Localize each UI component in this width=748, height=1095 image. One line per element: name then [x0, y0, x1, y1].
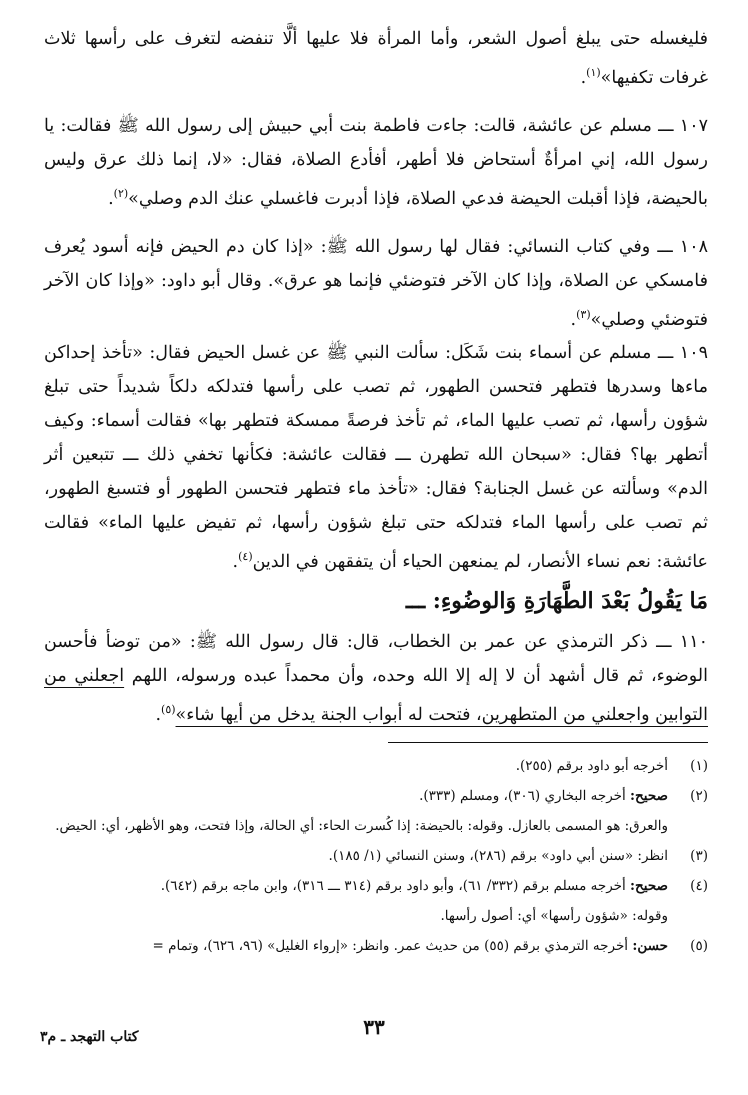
hadith-108: ١٠٨ ـــ وفي كتاب النسائي: فقال لها رسول الله ﷺ: «إذا كان دم الحيض فإنه أسود يُعرف فامسكي عن الصلاة، وإذا كان الآخر فتوضئي فإنما هو عرق». وقال أبو داود: «وإذا كان الآخر فتوضئي وصلي»$^{(٣)}$.: [44, 236, 708, 330]
footnote-ref-2: (٢): [113, 186, 129, 200]
footnote-ref-4: (٤): [238, 550, 253, 564]
page-number: ٣٣: [363, 1015, 385, 1039]
footnote-ref-5: (٥): [161, 703, 176, 717]
footnote-ref-3: (٣): [576, 307, 591, 321]
footnote-5: (٥) حسن: أخرجه الترمذي برقم (٥٥) من حديث عمر. وانظر: «إرواء الغليل» (٩٦، ٦٢٦)، وتمام =: [152, 938, 708, 955]
footnote-divider: [388, 742, 708, 743]
footnote-ref-1: (١): [586, 66, 601, 79]
footnote-3: (٣) انظر: «سنن أبي داود» برقم (٢٨٦)، وسنن النسائي (١/ ١٨٥).: [328, 848, 708, 865]
page-footer: [40, 1015, 708, 1055]
hadith-110: ١١٠ ـــ ذكر الترمذي عن عمر بن الخطاب، قال: قال رسول الله ﷺ: «من توضأ فأحسن الوضوء، ثم قال أشهد أن لا إله إلا الله وحده، وأن محمداً عبده ورسوله، اللهم اجعلني من التوابين واجعلني من المتطهرين، فتحت له أبواب الجنة يدخل من أيها شاء»$^{(٥)}$.: [44, 632, 708, 726]
book-signature: كتاب التهجد ـ م٣: [40, 1029, 139, 1045]
page-body: [44, 22, 708, 961]
section-title: مَا يَقُولُ بَعْدَ الطَّهَارَةِ وَالوضُوءِ: ـــ: [405, 588, 708, 615]
footnote-4: (٤) صحيح: أخرجه مسلم برقم (٣٣٢/ ٦١)، وأبو داود برقم (٣١٤ ـــ ٣١٦)، وابن ماجه برقم (٦٤٢).: [160, 878, 708, 895]
hadith-109: ١٠٩ ـــ مسلم عن أسماء بنت شَكَل: سألت النبي ﷺ عن غسل الحيض فقال: «تأخذ إحداكن ماءها وسدرها فتطهر فتحسن الطهور، ثم تصب على رأسها فتدلكه دلكاً شديداً حتى تبلغ شؤون رأسها، ثم تصب عليها الماء، ثم تأخذ فرصةً ممسكة فتطهر بها» فقالت أسماء: وكيف أتطهر بها؟ فقال: «سبحان الله تطهرن ـــ فقالت عائشة: فكأنها تخفي ذلك ـــ تتبعين أثر الدم» وسألته عن غسل الجنابة؟ فقال: «تأخذ ماء فتطهر فتحسن الطهور أو فتسبغ الطهور، ثم تصب على رأسها الماء فتدلكه حتى تبلغ شؤون رأسها، ثم تفيض عليها الماء» فقالت عائشة: نعم نساء الأنصار، لم يمنعهن الحياء أن يتفقهن في الدين$^{(٤)}$.: [44, 343, 708, 573]
hadith-107: ١٠٧ ـــ مسلم عن عائشة، قالت: جاءت فاطمة بنت أبي حبيش إلى رسول الله ﷺ فقالت: يا رسول الله، إني امرأةٌ أستحاض فلا أطهر، أفأدع الصلاة، فقال: «لا، إنما ذلك عرق وليس بالحيضة، فإذا أقبلت الحيضة فدعي الصلاة، فإذا أدبرت فاغسلي عنك الدم وصلي»$^{(٢)}$.: [44, 115, 708, 209]
footnote-4-note: وقوله: «شؤون رأسها» أي: أصول رأسها.: [440, 908, 668, 925]
footnote-2: (٢) صحيح: أخرجه البخاري (٣٠٦)، ومسلم (٣٣٣).: [419, 788, 708, 805]
footnotes: [44, 751, 708, 961]
footnote-1: (١) أخرجه أبو داود برقم (٢٥٥).: [515, 758, 708, 775]
footnote-2-note: والعرق: هو المسمى بالعازل. وقوله: بالحيضة: إذا كُسرت الحاء: أي الحالة، وإذا فتحت، وهو الأظهر، أي: الحيض.: [55, 818, 668, 835]
paragraph-1: فليغسله حتى يبلغ أصول الشعر، وأما المرأة فلا عليها ألَّا تنفضه لتغرف على رأسها ثلاث غرفات تكفيها»$^{(١)}$.: [44, 29, 708, 88]
underlined-line: اجعلني من التوابين واجعلني من المتطهرين، فتحت له أبواب الجنة يدخل من أيها شاء»: [44, 666, 708, 726]
